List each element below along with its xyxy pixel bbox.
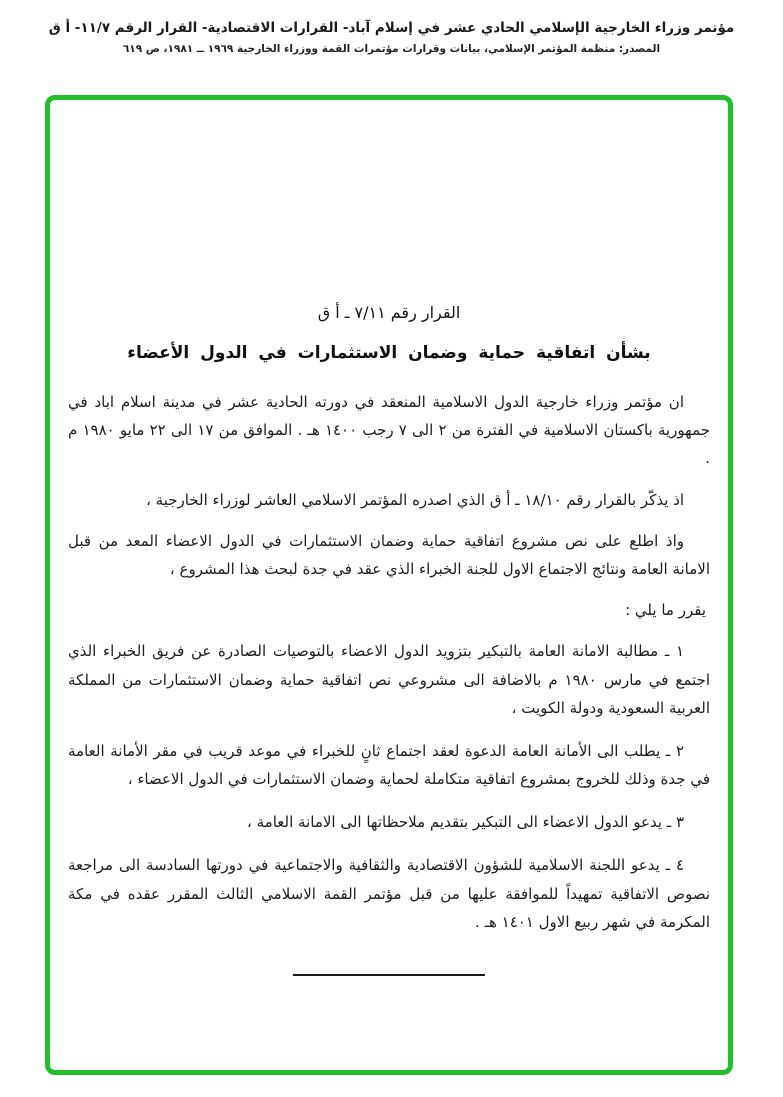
citation-title: مؤتمر وزراء الخارجية الإسلامي الحادي عشر في إسلام آباد- القرارات الاقتصادية- القرار الرقم ١١/٧- أ ق [48,20,735,36]
citation-source: المصدر: منظمة المؤتمر الإسلامي، بيانات وقرارات مؤتمرات القمة ووزراء الخارجية ١٩٦٩ ــ ١٩٨١، ص ٦١٩ [122,43,661,55]
resolution-item-2: ٢ ـ يطلب الى الأمانة العامة الدعوة لعقد اجتماع ثانٍ للخبراء في موعد قريب في مقر الأمانة العامة في جدة وذلك للخروج بمشروع اتفاقية متكاملة لحماية وضمان الاستثمارات في الدول الاعضاء ، [68,741,710,789]
recall-paragraph: اذ يذكّر بالقرار رقم ١٨/١٠ ـ أ ق الذي اصدره المؤتمر الاسلامي العاشر لوزراء الخارجية ، [146,490,684,509]
citation-header [30,20,753,55]
decides-lead-in: يقرر ما يلي : [625,601,706,620]
page-frame [45,95,733,1075]
resolution-item-3: ٣ ـ يدعو الدول الاعضاء الى التبكير بتقديم ملاحظاتها الى الامانة العامة ، [247,813,684,832]
resolution-number: القرار رقم ٧/١١ ـ أ ق [317,303,461,322]
document-body [68,100,710,976]
end-divider-line [293,974,485,976]
preamble-paragraph: ان مؤتمر وزراء خارجية الدول الاسلامية المنعقد في دورته الحادية عشر في مدينة اسلام اباد في جمهورية باكستان الاسلامية في الفترة من ٢ الى ٧ رجب ١٤٠٠ هـ . الموافق من ١٧ الى ٢٢ مايو ١٩٨٠ م . [68,393,711,468]
noting-paragraph: واذ اطلع على نص مشروع اتفاقية حماية وضمان الاستثمارات في الدول الاعضاء المعد من قبل الامانة العامة ونتائج الاجتماع الاول للجنة الخبراء الذي عقد في جدة لبحث هذا المشروع ، [68,531,710,578]
resolution-subject: بشأن اتفاقية حماية وضمان الاستثمارات في الدول الأعضاء [127,343,651,364]
resolution-item-1: ١ ـ مطالبة الامانة العامة بالتبكير بتزويد الدول الاعضاء بالتوصيات الصادرة عن فريق الخبراء الذي اجتمع في مارس ١٩٨٠ م بالاضافة الى مشروعي نص اتفاقية حماية وضمان الاستثمارات من المملكة العربية السعودية ودولة الكويت ، [68,642,710,717]
resolution-item-4: ٤ ـ يدعو اللجنة الاسلامية للشؤون الاقتصادية والثقافية والاجتماعية في دورتها السادسة الى مراجعة نصوص الاتفاقية تمهيداً للموافقة عليها من قبل مؤتمر القمة الاسلامي الثالث المقرر عقده في مكة المكرمة في شهر ربيع الاول ١٤٠١ هـ . [68,856,710,931]
